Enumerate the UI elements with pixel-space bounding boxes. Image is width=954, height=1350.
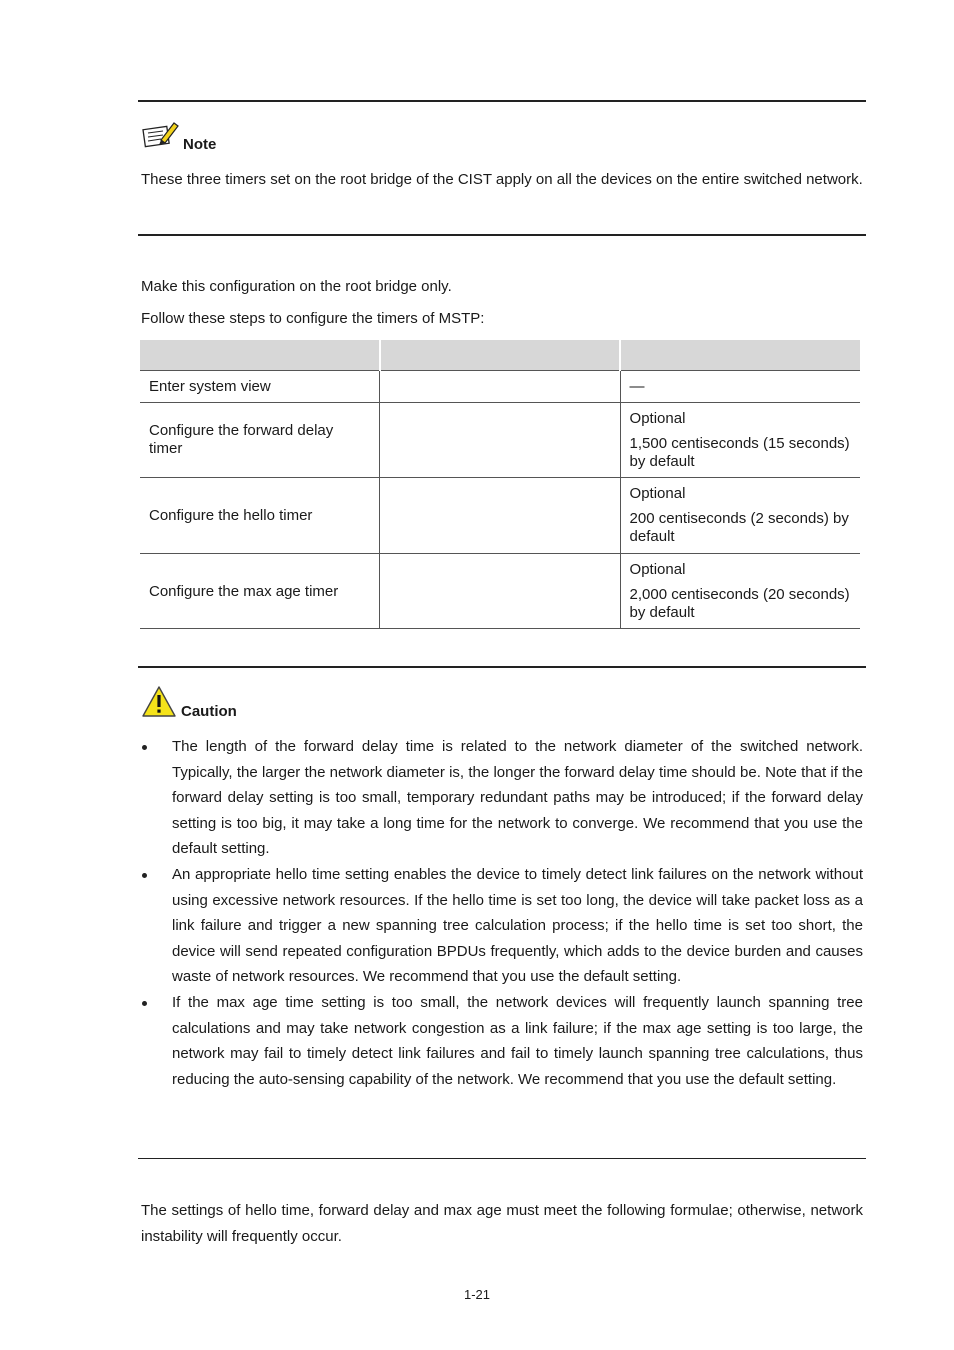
caution-top-rule — [138, 666, 866, 668]
table-header-command — [380, 340, 620, 371]
closing-paragraph: The settings of hello time, forward delay and max age must meet the following formulae; otherwise, network instability will frequently occur. — [141, 1202, 863, 1245]
list-item — [141, 862, 863, 990]
table-cell-operation: Configure the hello timer — [140, 478, 380, 554]
note-pencil-icon — [141, 120, 179, 154]
table-cell-operation: Configure the max age timer — [140, 554, 380, 629]
warning-triangle-icon — [141, 685, 177, 722]
table-row — [140, 554, 860, 629]
bullet-icon — [142, 745, 147, 750]
caution-bullet-text: An appropriate hello time setting enables the device to timely detect link failures on the network without using excessive network resources. If the hello time is set too long, the device will take packet loss as a link failure and trigger a new spanning tree calculation process; if the hello time is set too short, the device will send repeated configuration BPDUs frequently, which adds to the device burden and causes waste of network resources. We recommend that you use the default setting. — [172, 865, 863, 986]
operation-text: Configure the forward delay timer — [149, 422, 334, 457]
table-cell-remarks — [620, 371, 860, 403]
intro-line-1: Make this configuration on the root bridge only. — [141, 278, 452, 295]
caution-header — [141, 685, 237, 722]
table-cell-command — [380, 478, 620, 554]
table-row — [140, 371, 860, 403]
table-cell-command — [380, 403, 620, 478]
page-number: 1-21 — [463, 1287, 491, 1302]
remark-line: 1,500 centiseconds (15 seconds) by default — [629, 434, 850, 470]
remark-line: 200 centiseconds (2 seconds) by default — [629, 510, 849, 545]
remark-line: Optional — [629, 485, 686, 502]
intro-line-2: Follow these steps to configure the timers of MSTP: — [141, 310, 485, 327]
list-item — [141, 990, 863, 1092]
remark-line: Optional — [629, 560, 686, 578]
remark-line: Optional — [629, 409, 686, 427]
table-header-row — [140, 340, 860, 371]
note-bottom-rule — [138, 234, 866, 236]
table-cell-operation: Enter system view — [140, 371, 380, 403]
table-cell-command — [380, 371, 620, 403]
bullet-icon — [142, 873, 147, 878]
table-cell-remarks — [620, 554, 860, 629]
table-header-remarks — [620, 340, 860, 371]
caution-bullet-text: If the max age time setting is too small, the network devices will frequently launch spanning tree calculations and may take network congestion as a link failure; if the max age setting is too large, the network may fail to timely detect link failures and fail to timely launch spanning tree calculations, thus reducing the auto-sensing capability of the network. We recommend that you use the default setting. — [172, 993, 863, 1088]
list-item — [141, 734, 863, 862]
caution-list — [141, 734, 863, 1092]
table-cell-command — [380, 554, 620, 629]
table-row — [140, 478, 860, 554]
caution-bottom-rule — [138, 1158, 866, 1159]
note-text: These three timers set on the root bridge of the CIST apply on all the devices on the entire switched network. — [141, 171, 863, 188]
remark-line: — — [629, 377, 645, 395]
remark-line: 2,000 centiseconds (20 seconds) by default — [629, 585, 850, 621]
table-cell-remarks — [620, 478, 860, 554]
table-cell-remarks — [620, 403, 860, 478]
table-cell-operation — [140, 403, 380, 478]
caution-bullet-text: The length of the forward delay time is related to the network diameter of the switched network. Typically, the larger the network diameter is, the longer the forward delay time should be. Note that if the forward delay setting is too small, temporary redundant paths may be introduced; if the forward delay setting is too big, it may take a long time for the network to converge. We recommend that you use the default setting. — [172, 738, 863, 858]
note-label: Note — [183, 136, 217, 153]
table-header-operation — [140, 340, 380, 371]
note-header — [141, 120, 216, 154]
caution-label: Caution — [181, 703, 237, 720]
bullet-icon — [142, 1001, 147, 1006]
note-top-rule — [138, 100, 866, 102]
table-row — [140, 403, 860, 478]
steps-table — [140, 340, 860, 629]
